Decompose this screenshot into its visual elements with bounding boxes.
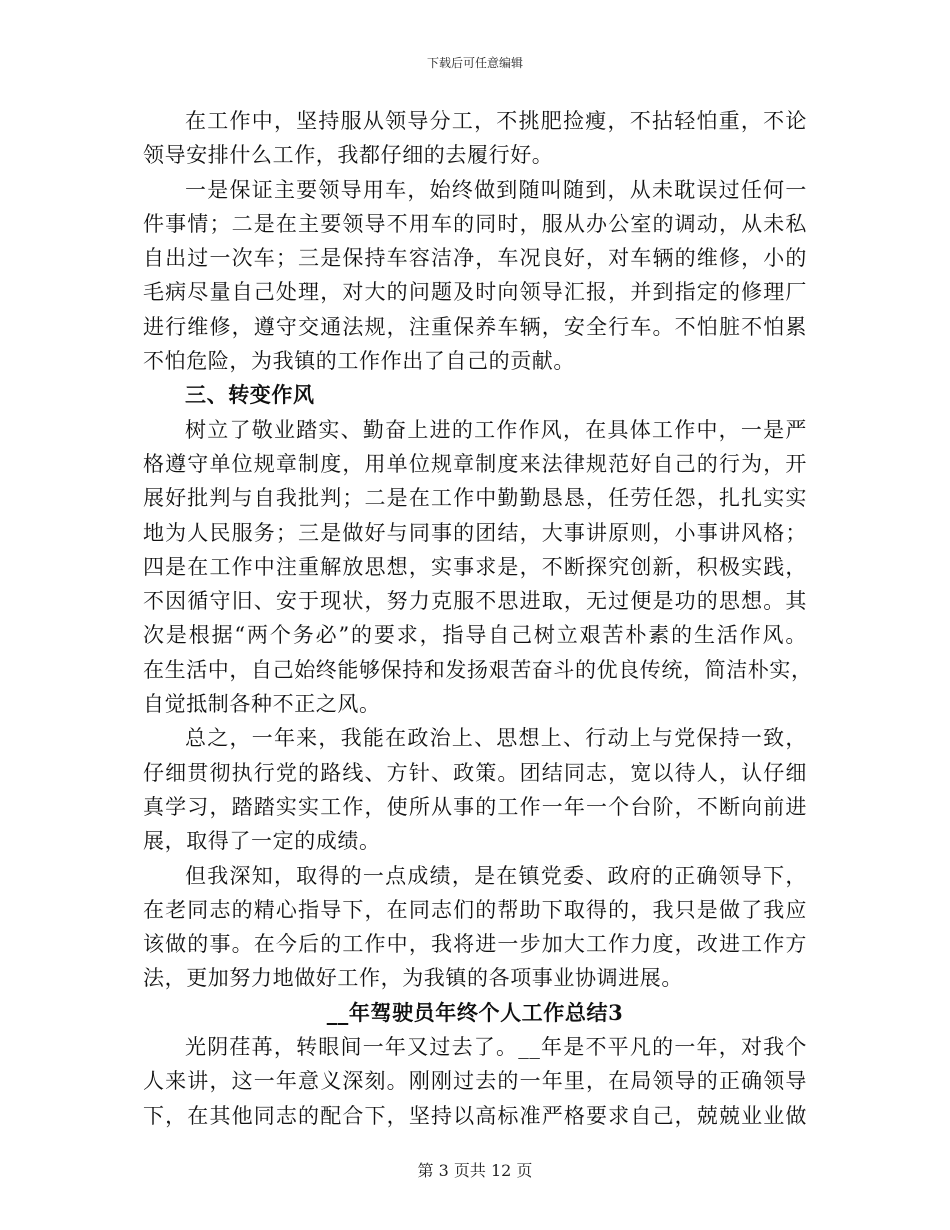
paragraph-line: 该做的事。在今后的工作中，我将进一步加大工作力度，改进工作方	[143, 932, 807, 957]
paragraph-line: 不怕危险，为我镇的工作作出了自己的贡献。	[143, 349, 575, 374]
section-title: __年驾驶员年终个人工作总结3	[326, 999, 624, 1025]
paragraph-line: 在生活中，自己始终能够保持和发扬艰苦奋斗的优良传统，简洁朴实，	[143, 657, 813, 682]
paragraph-line: 不因循守旧、安于现状，努力克服不思进取，无过便是功的思想。其	[143, 589, 807, 614]
paragraph-line: 进行维修，遵守交通法规，注重保养车辆，安全行车。不怕脏不怕累	[143, 314, 807, 339]
paragraph-line: 展，取得了一定的成绩。	[143, 829, 381, 854]
paragraph-line: 下，在其他同志的配合下，坚持以高标准严格要求自己，兢兢业业做	[143, 1103, 807, 1128]
paragraph-line: 件事情；二是在主要领导不用车的同时，服从办公室的调动，从未私	[143, 211, 807, 236]
document-body	[143, 104, 813, 1133]
paragraph-line: 真学习，踏踏实实工作，使所从事的工作一年一个台阶，不断向前进	[143, 794, 807, 819]
paragraph-line: 四是在工作中注重解放思想，实事求是，不断探究创新，积极实践，	[143, 554, 807, 579]
paragraph-line: 在工作中，坚持服从领导分工，不挑肥捡瘦，不拈轻怕重，不论	[185, 109, 807, 133]
paragraph-line: 格遵守单位规章制度，用单位规章制度来法律规范好自己的行为，开	[143, 451, 807, 476]
paragraph-line: 但我深知，取得的一点成绩，是在镇党委、政府的正确领导下，	[185, 863, 807, 888]
paragraph-line: 自觉抵制各种不正之风。	[143, 692, 381, 717]
section-heading: 三、转变作风	[185, 382, 315, 408]
paragraph-line: 仔细贯彻执行党的路线、方针、政策。团结同志，宽以待人，认仔细	[143, 760, 807, 785]
paragraph-line: 光阴荏苒，转眼间一年又过去了。__年是不平凡的一年，对我个	[185, 1035, 807, 1060]
page-header: 下载后可任意编辑	[426, 56, 523, 70]
paragraph-line: 展好批判与自我批判；二是在工作中勤勤恳恳，任劳任怨，扎扎实实	[143, 486, 807, 511]
page-footer: 第 3 页共 12 页	[417, 1161, 533, 1180]
paragraph-line: 领导安排什么工作，我都仔细的去履行好。	[143, 143, 554, 168]
paragraph-line: 自出过一次车；三是保持车容洁净，车况良好，对车辆的维修，小的	[143, 246, 807, 271]
paragraph-line: 一是保证主要领导用车，始终做到随叫随到，从未耽误过任何一	[185, 177, 807, 202]
paragraph-line: 总之，一年来，我能在政治上、思想上、行动上与党保持一致，	[185, 726, 807, 751]
paragraph-line: 毛病尽量自己处理，对大的问题及时向领导汇报，并到指定的修理厂	[143, 280, 807, 305]
paragraph-line: 法，更加努力地做好工作，为我镇的各项事业协调进展。	[143, 966, 683, 991]
paragraph-line: 在老同志的精心指导下，在同志们的帮助下取得的，我只是做了我应	[143, 897, 807, 922]
paragraph-line: 人来讲，这一年意义深刻。刚刚过去的一年里，在局领导的正确领导	[143, 1069, 807, 1094]
paragraph-line: 地为人民服务；三是做好与同事的团结，大事讲原则，小事讲风格；	[143, 520, 807, 545]
paragraph-line: 次是根据“两个务必”的要求，指导自己树立艰苦朴素的生活作风。	[143, 623, 807, 648]
paragraph-line: 树立了敬业踏实、勤奋上进的工作作风，在具体工作中，一是严	[185, 417, 807, 442]
